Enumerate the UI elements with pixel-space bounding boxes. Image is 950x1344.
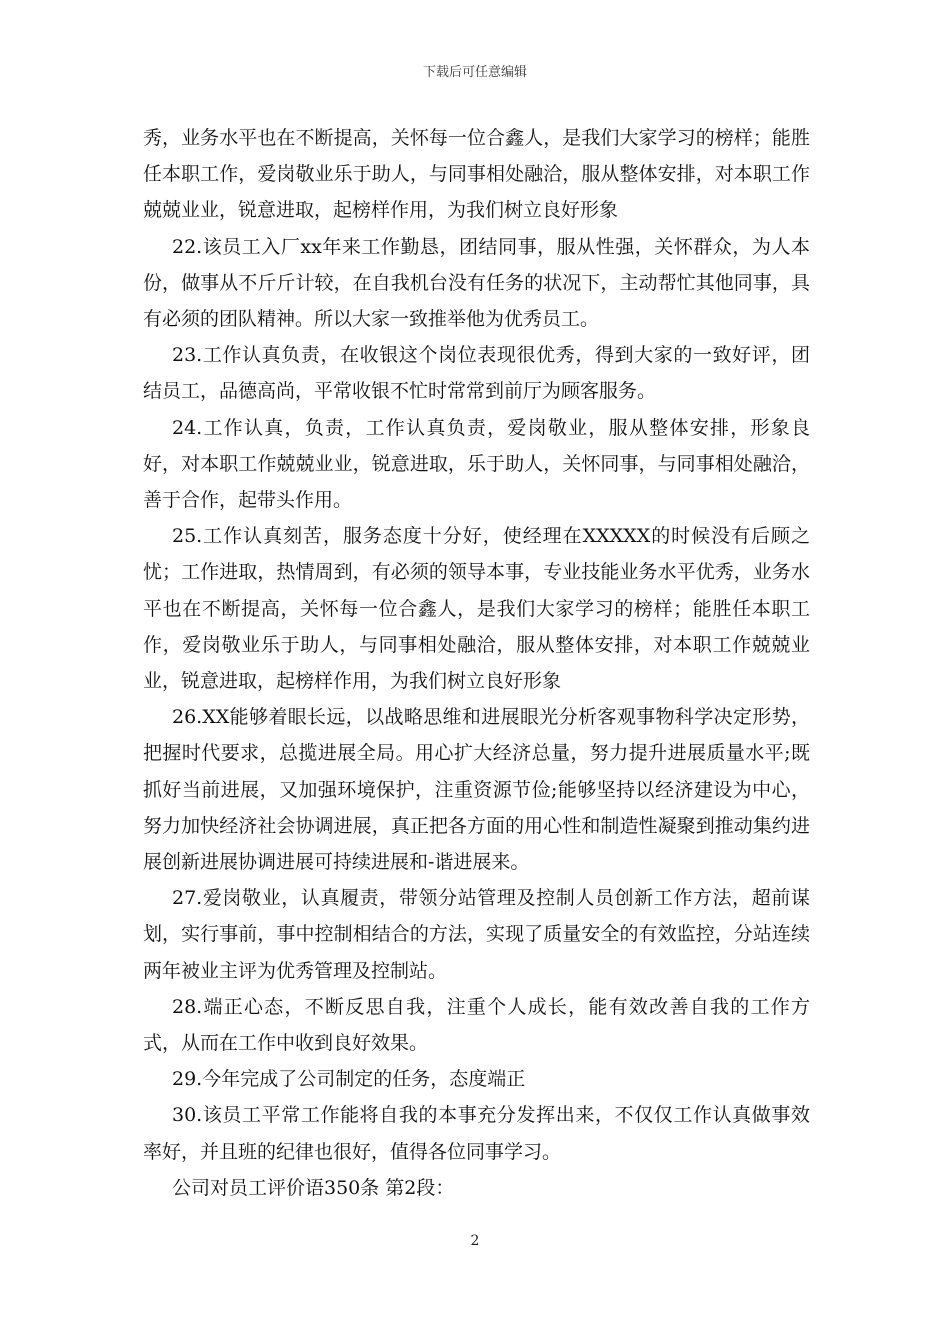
paragraph-item-29: 29.今年完成了公司制定的任务，态度端正 bbox=[172, 1068, 526, 1091]
paragraph-item-22: 22.该员工入厂xx年来工作勤恳，团结同事，服从性强，关怀群众，为人本份，做事从不斤斤计较，在自我机台没有任务的状况下，主动帮忙其他同事，具有必须的团队精神。所以大家一致推举他为优秀员工。 bbox=[143, 235, 810, 331]
paragraph-item-26: 26.XX能够着眼长远，以战略思维和进展眼光分析客观事物科学决定形势，把握时代要求，总揽进展全局。用心扩大经济总量，努力提升进展质量水平;既抓好当前进展，又加强环境保护，注重资源节俭;能够坚持以经济建设为中心，努力加快经济社会协调进展，真正把各方面的用心性和制造性凝聚到推动集约进展创新进展协调进展可持续进展和-谐进展来。 bbox=[143, 706, 810, 874]
paragraph-continuation: 秀，业务水平也在不断提高，关怀每一位合鑫人，是我们大家学习的榜样；能胜任本职工作，爱岗敬业乐于助人，与同事相处融洽，服从整体安排，对本职工作兢兢业业，锐意进取，起榜样作用，为我们树立良好形象 bbox=[143, 127, 810, 222]
paragraph-item-25: 25.工作认真刻苦，服务态度十分好，使经理在XXXXX的时候没有后顾之忧；工作进取，热情周到，有必须的领导本事，专业技能业务水平优秀，业务水平也在不断提高，关怀每一位合鑫人，是我们大家学习的榜样；能胜任本职工作，爱岗敬业乐于助人，与同事相处融洽，服从整体安排，对本职工作兢兢业业，锐意进取，起榜样作用，为我们树立良好形象 bbox=[143, 525, 810, 693]
paragraph-item-24: 24.工作认真，负责，工作认真负责，爱岗敬业，服从整体安排，形象良好，对本职工作兢兢业业，锐意进取，乐于助人，关怀同事，与同事相处融洽，善于合作，起带头作用。 bbox=[143, 416, 810, 512]
paragraph-item-28: 28.端正心态，不断反思自我，注重个人成长，能有效改善自我的工作方式，从而在工作中收到良好效果。 bbox=[143, 995, 810, 1055]
paragraph-item-23: 23.工作认真负责，在收银这个岗位表现很优秀，得到大家的一致好评，团结员工，品德高尚，平常收银不忙时常常到前厅为顾客服务。 bbox=[143, 344, 810, 403]
page-number: 2 bbox=[470, 1233, 480, 1249]
document-body bbox=[143, 120, 810, 1206]
page-header: 下载后可任意编辑 bbox=[422, 65, 527, 80]
section-heading: 公司对员工评价语350条 第2段： bbox=[172, 1176, 455, 1199]
paragraph-item-27: 27.爱岗敬业，认真履责，带领分站管理及控制人员创新工作方法，超前谋划，实行事前，事中控制相结合的方法，实现了质量安全的有效监控，分站连续两年被业主评为优秀管理及控制站。 bbox=[143, 887, 810, 982]
paragraph-item-30: 30.该员工平常工作能将自我的本事充分发挥出来，不仅仅工作认真做事效率好，并且班的纪律也很好，值得各位同事学习。 bbox=[143, 1104, 810, 1163]
